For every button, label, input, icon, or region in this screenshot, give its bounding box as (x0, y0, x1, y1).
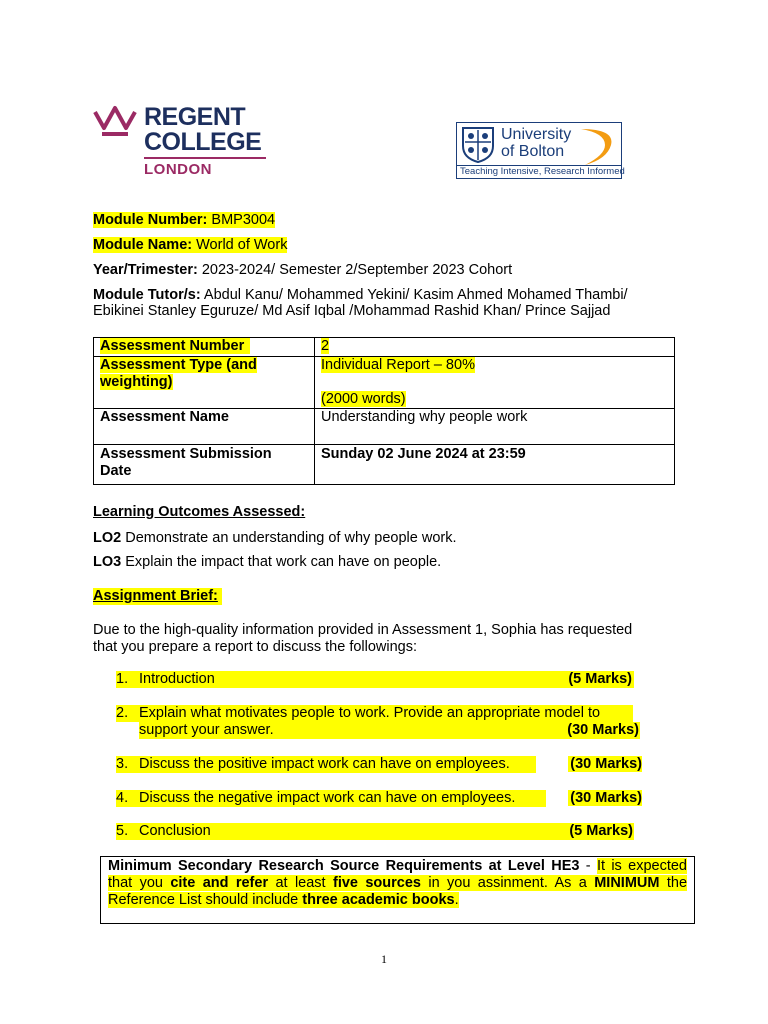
assessment-number-label: Assessment Number (100, 338, 250, 354)
assessment-type-label-line1: Assessment Type (and (100, 357, 257, 373)
list-item-text: support your answer. (139, 722, 274, 738)
requirements-title: Minimum Secondary Research Source Requirements at Level HE3 (108, 858, 580, 874)
regent-college-logo (92, 100, 270, 180)
list-item-marks: (30 Marks) (567, 722, 639, 738)
requirements-text: Minimum Secondary Research Source Requirements at Level HE3 - It is expected that you cite and refer at least five sources in you assinment. As a MINIMUM the Reference List should include three academic books. (108, 858, 688, 908)
learning-outcomes-heading: Learning Outcomes Assessed: (93, 504, 306, 520)
table-row (94, 445, 675, 485)
list-item-text: Conclusion (139, 823, 211, 839)
list-item (116, 823, 634, 840)
lo2-code: LO2 (93, 530, 122, 546)
module-name-label: Module Name: (93, 237, 193, 253)
year-label: Year/Trimester: (93, 262, 198, 278)
lo3-line (93, 554, 441, 571)
bolton-name-line1: University (501, 126, 572, 143)
list-item-marks: (5 Marks) (568, 671, 632, 687)
submission-date-value: Sunday 02 June 2024 at 23:59 (321, 446, 526, 462)
list-item-continuation (139, 722, 640, 739)
list-item-text: Introduction (139, 671, 215, 687)
tutor-value-line1: Abdul Kanu/ Mohammed Yekini/ Kasim Ahmed Mohamed Thambi/ (200, 287, 628, 303)
submission-date-label-line2: Date (100, 463, 132, 479)
lo2-text: Demonstrate an understanding of why people work. (121, 530, 457, 546)
research-requirements-box (100, 856, 695, 924)
year-value: 2023-2024/ Semester 2/September 2023 Cohort (197, 262, 513, 278)
assessment-type-value-line2: (2000 words) (321, 391, 406, 407)
module-name-value: World of Work (192, 237, 288, 253)
swoosh-icon (575, 125, 619, 167)
module-number-value: BMP3004 (207, 212, 276, 228)
table-row (94, 357, 675, 409)
list-item-text: Discuss the positive impact work can have on employees. (139, 756, 510, 772)
logo-divider (144, 157, 266, 159)
assessment-name-value: Understanding why people work (321, 409, 528, 425)
crest-icon (461, 126, 495, 164)
year-trimester (93, 262, 512, 279)
table-cell (94, 409, 315, 445)
assessment-type-value-line1: Individual Report – 80% (321, 357, 475, 373)
list-item-number: 2. (116, 705, 129, 721)
table-cell (94, 338, 315, 357)
page-number: 1 (381, 952, 387, 966)
table-cell (94, 445, 315, 485)
assignment-brief-heading: Assignment Brief: (93, 588, 222, 605)
list-item-marks: (30 Marks) (570, 790, 642, 806)
list-item-number: 3. (116, 756, 129, 772)
module-number (93, 212, 275, 229)
lo2-line (93, 530, 457, 547)
table-cell (315, 445, 675, 485)
assessment-name-label: Assessment Name (100, 409, 229, 425)
bolton-name-line2: of Bolton (501, 143, 565, 160)
assessment-type-label-line2: weighting) (100, 374, 173, 390)
bolton-tagline: Teaching Intensive, Research Informed (460, 166, 625, 177)
list-item-text: Explain what motivates people to work. Provide an appropriate model to (139, 705, 601, 721)
lo3-text: Explain the impact that work can have on people. (121, 554, 442, 570)
list-item (116, 705, 633, 722)
crown-icon (92, 104, 138, 136)
table-cell (315, 357, 675, 409)
list-item (116, 790, 644, 807)
lo3-code: LO3 (93, 554, 122, 570)
table-cell (315, 338, 675, 357)
assessment-table (93, 337, 675, 485)
table-row (94, 338, 675, 357)
module-tutors-line2: Ebikinei Stanley Eguruze/ Md Asif Iqbal /Mohammad Rashid Khan/ Prince Sajjad (93, 303, 611, 319)
module-tutors-line1 (93, 287, 628, 304)
university-of-bolton-logo (456, 122, 625, 179)
module-name (93, 237, 287, 254)
table-cell (94, 357, 315, 409)
list-item-marks: (30 Marks) (570, 756, 642, 772)
brief-intro-line2: that you prepare a report to discuss the followings: (93, 639, 418, 655)
assessment-number-value: 2 (321, 338, 330, 354)
list-item-number: 5. (116, 823, 129, 839)
list-item-text: Discuss the negative impact work can have on employees. (139, 790, 516, 806)
list-item-number: 1. (116, 671, 129, 687)
list-item-marks: (5 Marks) (569, 823, 633, 839)
table-row (94, 409, 675, 445)
list-item (116, 671, 634, 688)
table-cell (315, 409, 675, 445)
college-word: COLLEGE (144, 128, 262, 156)
list-item (116, 756, 644, 773)
london-word: LONDON (144, 161, 212, 178)
list-item-number: 4. (116, 790, 129, 806)
brief-intro-line1: Due to the high-quality information provided in Assessment 1, Sophia has requested (93, 622, 633, 638)
submission-date-label-line1: Assessment Submission (100, 446, 272, 462)
regent-word: REGENT (144, 103, 246, 131)
module-number-label: Module Number: (93, 212, 208, 228)
tutor-label: Module Tutor/s: (93, 287, 201, 303)
